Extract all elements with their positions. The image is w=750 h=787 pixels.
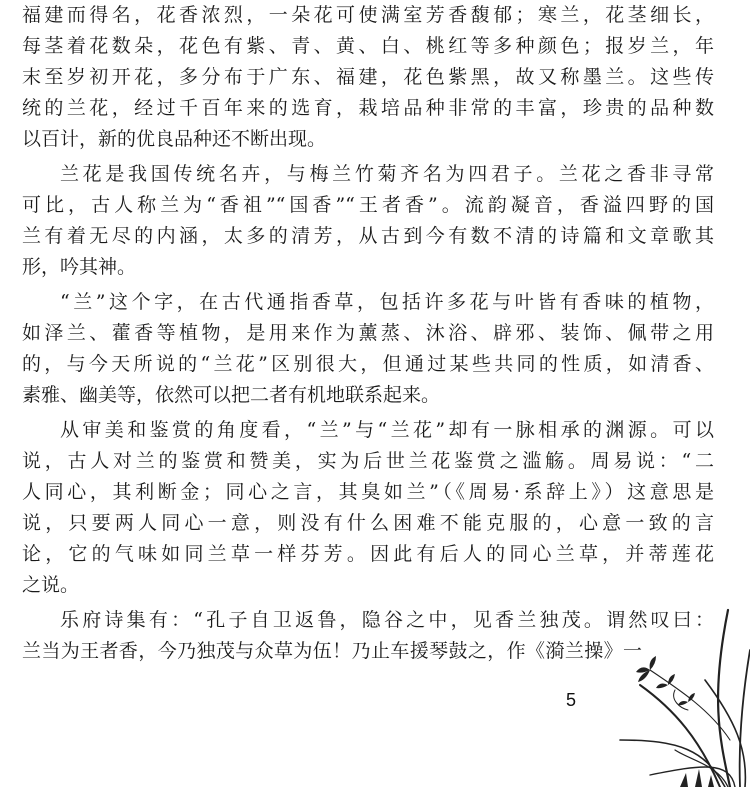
text-line: 形，吟其神。 — [22, 256, 137, 278]
text-line: 可比，古人称兰为“香祖”“国香”“王者香”。流韵凝音，香溢四野的国 — [22, 194, 714, 216]
text-line: 以百计，新的优良品种还不断出现。 — [22, 128, 327, 150]
text-line: 兰有着无尽的内涵，太多的清芳，从古到今有数不清的诗篇和文章歌其 — [22, 225, 714, 247]
text-line: 统的兰花，经过千百年来的选育，栽培品种非常的丰富，珍贵的品种数 — [22, 97, 714, 119]
body-text — [22, 0, 714, 667]
text-line: 如泽兰、藿香等植物，是用来作为薰蒸、沐浴、辟邪、装饰、佩带之用 — [22, 322, 714, 344]
text-line: 每茎着花数朵，花色有紫、青、黄、白、桃红等多种颜色；报岁兰，年 — [22, 35, 714, 57]
text-line: 说，只要两人同心一意，则没有什么困难不能克服的，心意一致的言 — [22, 512, 714, 534]
text-line: 乐府诗集有：“孔子自卫返鲁，隐谷之中，见香兰独茂。谓然叹曰： — [60, 609, 714, 631]
text-line: 说，古人对兰的鉴赏和赞美，实为后世兰花鉴赏之滥觞。周易说：“二 — [22, 450, 714, 472]
text-line: 素雅、幽美等，依然可以把二者有机地联系起来。 — [22, 384, 441, 406]
text-line: 福建而得名，花香浓烈，一朵花可使满室芳香馥郁；寒兰，花茎细长， — [22, 4, 714, 26]
text-line: 兰花是我国传统名卉，与梅兰竹菊齐名为四君子。兰花之香非寻常 — [60, 163, 714, 185]
text-line: 论，它的气味如同兰草一样芬芳。因此有后人的同心兰草，并蒂莲花 — [22, 543, 714, 565]
text-line: 从审美和鉴赏的角度看，“兰”与“兰花”却有一脉相承的渊源。可以 — [60, 419, 714, 441]
text-line: 人同心，其利断金；同心之言，其臭如兰”（《周易·系辞上》）这意思是 — [22, 481, 714, 503]
page-number: 5 — [566, 690, 577, 710]
text-line: “兰”这个字，在古代通指香草，包括许多花与叶皆有香味的植物， — [60, 291, 714, 313]
text-line: 的，与今天所说的“兰花”区别很大，但通过某些共同的性质，如清香、 — [22, 353, 714, 375]
text-line: 之说。 — [22, 574, 80, 596]
text-line: 末至岁初开花，多分布于广东、福建，花色紫黑，故又称墨兰。这些传 — [22, 66, 714, 88]
text-line: 兰当为王者香，今乃独茂与众草为伍！乃止车援琴鼓之，作《漪兰操》一 — [22, 640, 642, 662]
orchid-illustration — [580, 590, 750, 787]
